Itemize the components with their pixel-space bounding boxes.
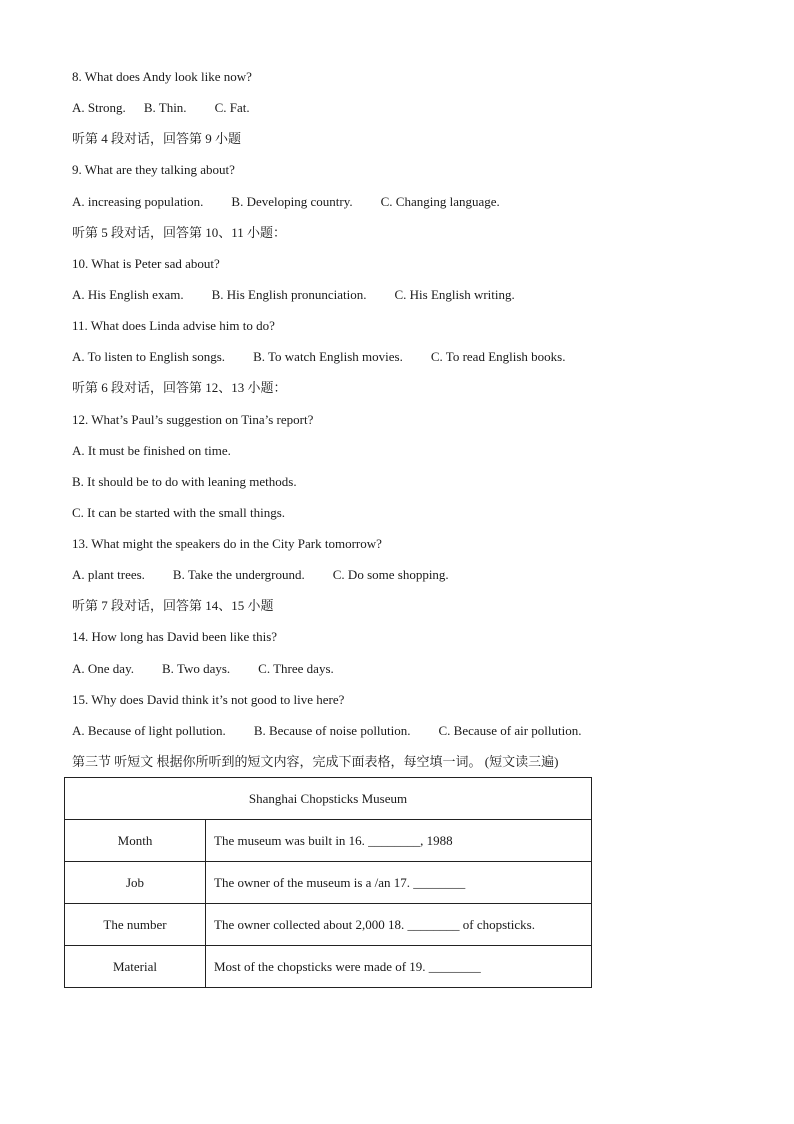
section-heading-dialogue-7: 听第 7 段对话，回答第 14、15 小题 (72, 598, 274, 613)
table-row (65, 862, 592, 904)
question-12-option-a: A. It must be finished on time. (72, 443, 231, 458)
question-14-option-a: A. One day. (72, 661, 134, 676)
row-content-month: The museum was built in 16. ________, 1988 (206, 820, 592, 862)
question-9-option-b: B. Developing country. (231, 194, 353, 209)
question-13-option-b: B. Take the underground. (172, 567, 305, 582)
question-10-option-a: A. His English exam. (72, 287, 184, 302)
row-content-material: Most of the chopsticks were made of 19. ________ (206, 946, 592, 988)
question-8-option-b: B. Thin. (143, 100, 187, 115)
question-11-stem: 11. What does Linda advise him to do? (72, 318, 275, 333)
question-14-stem: 14. How long has David been like this? (72, 629, 278, 644)
question-12-option-c: C. It can be started with the small things. (72, 505, 286, 520)
question-15-stem: 15. Why does David think it’s not good to live here? (72, 692, 345, 707)
question-8-option-c: C. Fat. (214, 100, 250, 115)
section-heading-dialogue-4: 听第 4 段对话，回答第 9 小题 (72, 131, 242, 146)
question-8-options (72, 100, 250, 116)
question-12-option-b: B. It should be to do with leaning methods. (72, 474, 297, 489)
question-8-stem: 8. What does Andy look like now? (72, 69, 252, 84)
table-row (65, 820, 592, 862)
question-13-option-a: A. plant trees. (72, 567, 145, 582)
museum-table (64, 777, 592, 988)
question-9-stem: 9. What are they talking about? (72, 162, 235, 177)
question-9-option-c: C. Changing language. (380, 194, 500, 209)
question-10-option-b: B. His English pronunciation. (211, 287, 367, 302)
row-label-number: The number (65, 904, 206, 946)
question-14-option-b: B. Two days. (161, 661, 231, 676)
question-13-stem: 13. What might the speakers do in the City Park tomorrow? (72, 536, 382, 551)
question-10-option-c: C. His English writing. (394, 287, 515, 302)
question-10-options (72, 287, 515, 303)
row-label-job: Job (65, 862, 206, 904)
section-heading-dialogue-6: 听第 6 段对话，回答第 12、13 小题： (72, 380, 287, 395)
question-9-options (72, 194, 500, 210)
row-label-month: Month (65, 820, 206, 862)
question-15-option-b: B. Because of noise pollution. (253, 723, 411, 738)
question-10-stem: 10. What is Peter sad about? (72, 256, 220, 271)
table-title-row (65, 778, 592, 820)
row-content-job: The owner of the museum is a /an 17. ________ (206, 862, 592, 904)
question-14-options (72, 661, 334, 677)
question-15-option-c: C. Because of air pollution. (438, 723, 582, 738)
question-14-option-c: C. Three days. (258, 661, 334, 676)
row-label-material: Material (65, 946, 206, 988)
table-title: Shanghai Chopsticks Museum (65, 778, 592, 820)
question-11-option-c: C. To read English books. (430, 349, 566, 364)
question-13-option-c: C. Do some shopping. (332, 567, 449, 582)
question-15-option-a: A. Because of light pollution. (72, 723, 226, 738)
question-13-options (72, 567, 449, 583)
question-11-option-a: A. To listen to English songs. (72, 349, 226, 364)
question-9-option-a: A. increasing population. (72, 194, 204, 209)
question-8-option-a: A. Strong. (72, 100, 126, 115)
table-row (65, 904, 592, 946)
question-11-option-b: B. To watch English movies. (253, 349, 403, 364)
table-row (65, 946, 592, 988)
part3-heading: 第三节 听短文 根据你所听到的短文内容，完成下面表格，每空填一词。 (短文读三遍) (72, 754, 559, 769)
question-11-options (72, 349, 565, 365)
row-content-number: The owner collected about 2,000 18. ________ of chopsticks. (206, 904, 592, 946)
question-12-stem: 12. What’s Paul’s suggestion on Tina’s report? (72, 412, 314, 427)
question-15-options (72, 723, 581, 739)
section-heading-dialogue-5: 听第 5 段对话，回答第 10、11 小题： (72, 225, 287, 240)
